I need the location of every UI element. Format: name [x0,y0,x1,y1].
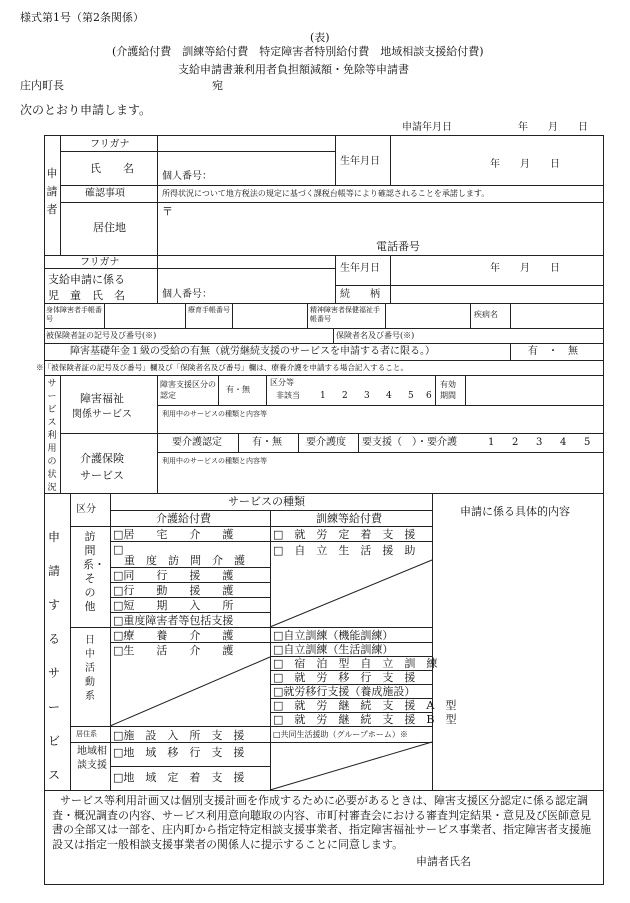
ryoiku-label: 療育手帳番号 [188,306,230,314]
omote-label: (表) [310,31,330,44]
kubun-grade-3: 3 [364,391,370,401]
svc-tanki[interactable]: □短 期 入 所 [113,599,234,612]
svc-chiiki-iko[interactable]: □地 域 移 行 支 援 [113,746,245,759]
svc-shuro-iko-yosei[interactable]: □就労移行支援（養成施設） [273,685,416,698]
applicant-birth-ymd: 年 月 日 [490,159,560,170]
tax-consent-text: 所得状況について地方税法の規定に基づく課税台帳等により確認されることを承諾します。 [162,189,490,198]
kubun-to-label: 区分等 [270,378,294,387]
hokensha-label: 保険者名及び番号(※) [336,331,415,340]
applicant-side-label: 申請者 [46,167,58,216]
cat-kyoju-label: 居住系 [76,730,97,738]
services-side-label: 申請するサービス [47,530,60,782]
kakunin-label: 確認事項 [85,188,125,199]
nenkin-umu: 有 ・ 無 [528,346,578,357]
svc-seikatsu[interactable]: □生 活 介 護 [113,644,234,657]
tel-label: 電話番号 [376,240,420,253]
footer-consent-text: サービス等利用計画又は個別支援計画を作成するために必要があるときは、障害支援区分認定に係る認定調査・概況調査の内容、サービス利用意向聴取の内容、市町村審査会における審査判定結果・意見及び医師意見書の全部又は一部を、庄内町から指定特定相談支援事業者、指定障害福祉サービス事業者、指定障害者支援施設又は指定一般相談支援事業者の関係人に提示することに同意します。 [52,794,591,851]
date-ymd: 年 月 日 [518,122,588,133]
svc-shisetsu[interactable]: □施 設 入 所 支 援 [113,729,245,742]
yokaigo-nintei-label: 要介護認定 [172,437,222,448]
shurui-header: サービスの種類 [228,495,305,508]
svc-judo-homon[interactable]: 重 度 訪 問 介 護 [113,554,245,567]
signature-label: 申請者氏名 [416,855,471,868]
kaigo-header: 介護給付費 [156,512,211,525]
child-label-1: 支給申請に係る [48,273,125,286]
shintai-label: 身体障害者手帳番号 [46,306,102,323]
kaigo-label-1: 介護保険 [80,452,124,465]
fukushi-label-2: 関係サービス [72,409,132,420]
higaito-label: 非該当 [276,391,300,400]
kaigo-grade-2: 2 [512,437,519,448]
kubun-grade-5: 5 [408,391,414,401]
yuko-label: 有効期間 [440,380,456,400]
applicant-furigana-label: フリガナ [90,139,130,150]
cat-homon-label: 訪問系・その他 [83,530,105,613]
yokaigo-umu: 有・無 [252,437,282,448]
child-birth-ymd: 年 月 日 [490,263,560,274]
svc-kino-kunren[interactable]: □自立訓練（機能訓練） [273,629,394,642]
applicant-name-label: 氏 名 [90,162,134,175]
svc-chiiki-teichaku[interactable]: □地 域 定 着 支 援 [113,771,245,784]
kunren-header: 訓練等給付費 [316,512,382,525]
svc-kodo[interactable]: □行 動 援 護 [113,584,234,597]
form-title-line2: 支給申請書兼利用者負担額減額・免除等申請書 [178,63,409,76]
svc-jiritsu-enjo[interactable]: □ 自 立 生 活 援 助 [273,544,416,557]
postal-mark: 〒 [162,205,173,218]
svc-kyotaku[interactable]: □居 宅 介 護 [113,528,234,541]
yokaigo-do-label: 要介護度 [306,437,346,448]
kubun-nintei-label: 障害支援区分の認定 [160,380,216,400]
svc-hokatsu[interactable]: □重度障害者等包括支援 [113,614,234,627]
cat-chiiki-label: 地域相談支援 [77,746,107,771]
child-furigana-label: フリガナ [80,257,120,268]
jukyo-label: 居住地 [93,221,126,234]
kaigo-grade-1: 1 [488,437,495,448]
child-kojin-label: 個人番号： [162,289,212,300]
svc-shuro-iko[interactable]: □ 就 労 移 行 支 援 [273,671,416,684]
kaigo-grade-4: 4 [560,437,567,448]
svc-shuro-teichaku[interactable]: □ 就 労 定 着 支 援 [273,528,416,541]
svc-checkbox-blank[interactable]: □ [113,543,124,556]
riyochu-label-2: 利用中のサービスの種類と内容等 [162,457,267,465]
svc-ryoyo[interactable]: □療 養 介 護 [113,629,234,642]
hihoken-label: 被保険者証の記号及び番号(※) [46,331,157,340]
applicant-birth-label: 生年月日 [340,156,380,167]
usage-side-label: サービス利用の状況 [47,379,57,493]
riyochu-label: 利用中のサービスの種類と内容等 [162,410,267,418]
form-number: 様式第1号（第2条関係） [20,11,144,24]
svc-seikatsu-kunren[interactable]: □自立訓練（生活訓練） [273,643,394,656]
form-title-line1: (介護給付費 訓練等給付費 特定障害者特別給付費 地域相談支援給付費) [112,45,484,58]
kubun-umu: 有・無 [226,385,250,394]
zokugara-label: 続 柄 [340,289,380,300]
gutai-header: 申請に係る具体的内容 [460,505,570,518]
fukushi-label-1: 障害福祉 [80,392,124,405]
insurance-note: ※「被保険者証の記号及び番号」欄及び「保険者名及び番号」欄は、療養介護を申請する場合記入すること。 [36,363,409,372]
addressee: 庄内町長 [20,79,64,92]
cat-nitchu-label: 日中活動系 [85,635,95,702]
kubun-grade-4: 4 [386,391,392,401]
svc-group-home[interactable]: □共同生活援助（グループホーム）※ [273,730,408,739]
applicant-kojin-label: 個人番号： [162,171,212,182]
svc-keizoku-a[interactable]: □ 就 労 継 続 支 援 A 型 [273,699,457,712]
kaigo-grade-5: 5 [584,437,591,448]
kaigo-grade-3: 3 [536,437,543,448]
child-label-2: 児 童 氏 名 [48,289,125,302]
child-birth-label: 生年月日 [340,263,380,274]
kubun-grade-2: 2 [342,391,348,401]
nenkin-label: 障害基礎年金１級の受給の有無（就労継続支援のサービスを申請する者に限る。） [70,346,435,357]
kubun-header: 区分 [76,504,96,515]
kubun-grade-6: 6 [426,391,432,401]
svc-shukuhaku[interactable]: □ 宿 泊 型 自 立 訓 練 [273,657,438,670]
kaigo-label-2: サービス [80,469,124,482]
svc-keizoku-b[interactable]: □ 就 労 継 続 支 援 B 型 [273,713,457,726]
addressee-suffix: 宛 [212,79,223,92]
intro-text: 次のとおり申請します。 [20,103,152,117]
kubun-grade-1: 1 [320,391,326,401]
shikkan-label: 疾病名 [474,310,498,319]
date-label: 申請年月日 [402,122,452,133]
yoshien-label: 要支援（ ）・要介護 [362,437,457,448]
svc-doko[interactable]: □同 行 援 護 [113,569,234,582]
seishin-label: 精神障害者保健福祉手帳番号 [310,306,380,323]
